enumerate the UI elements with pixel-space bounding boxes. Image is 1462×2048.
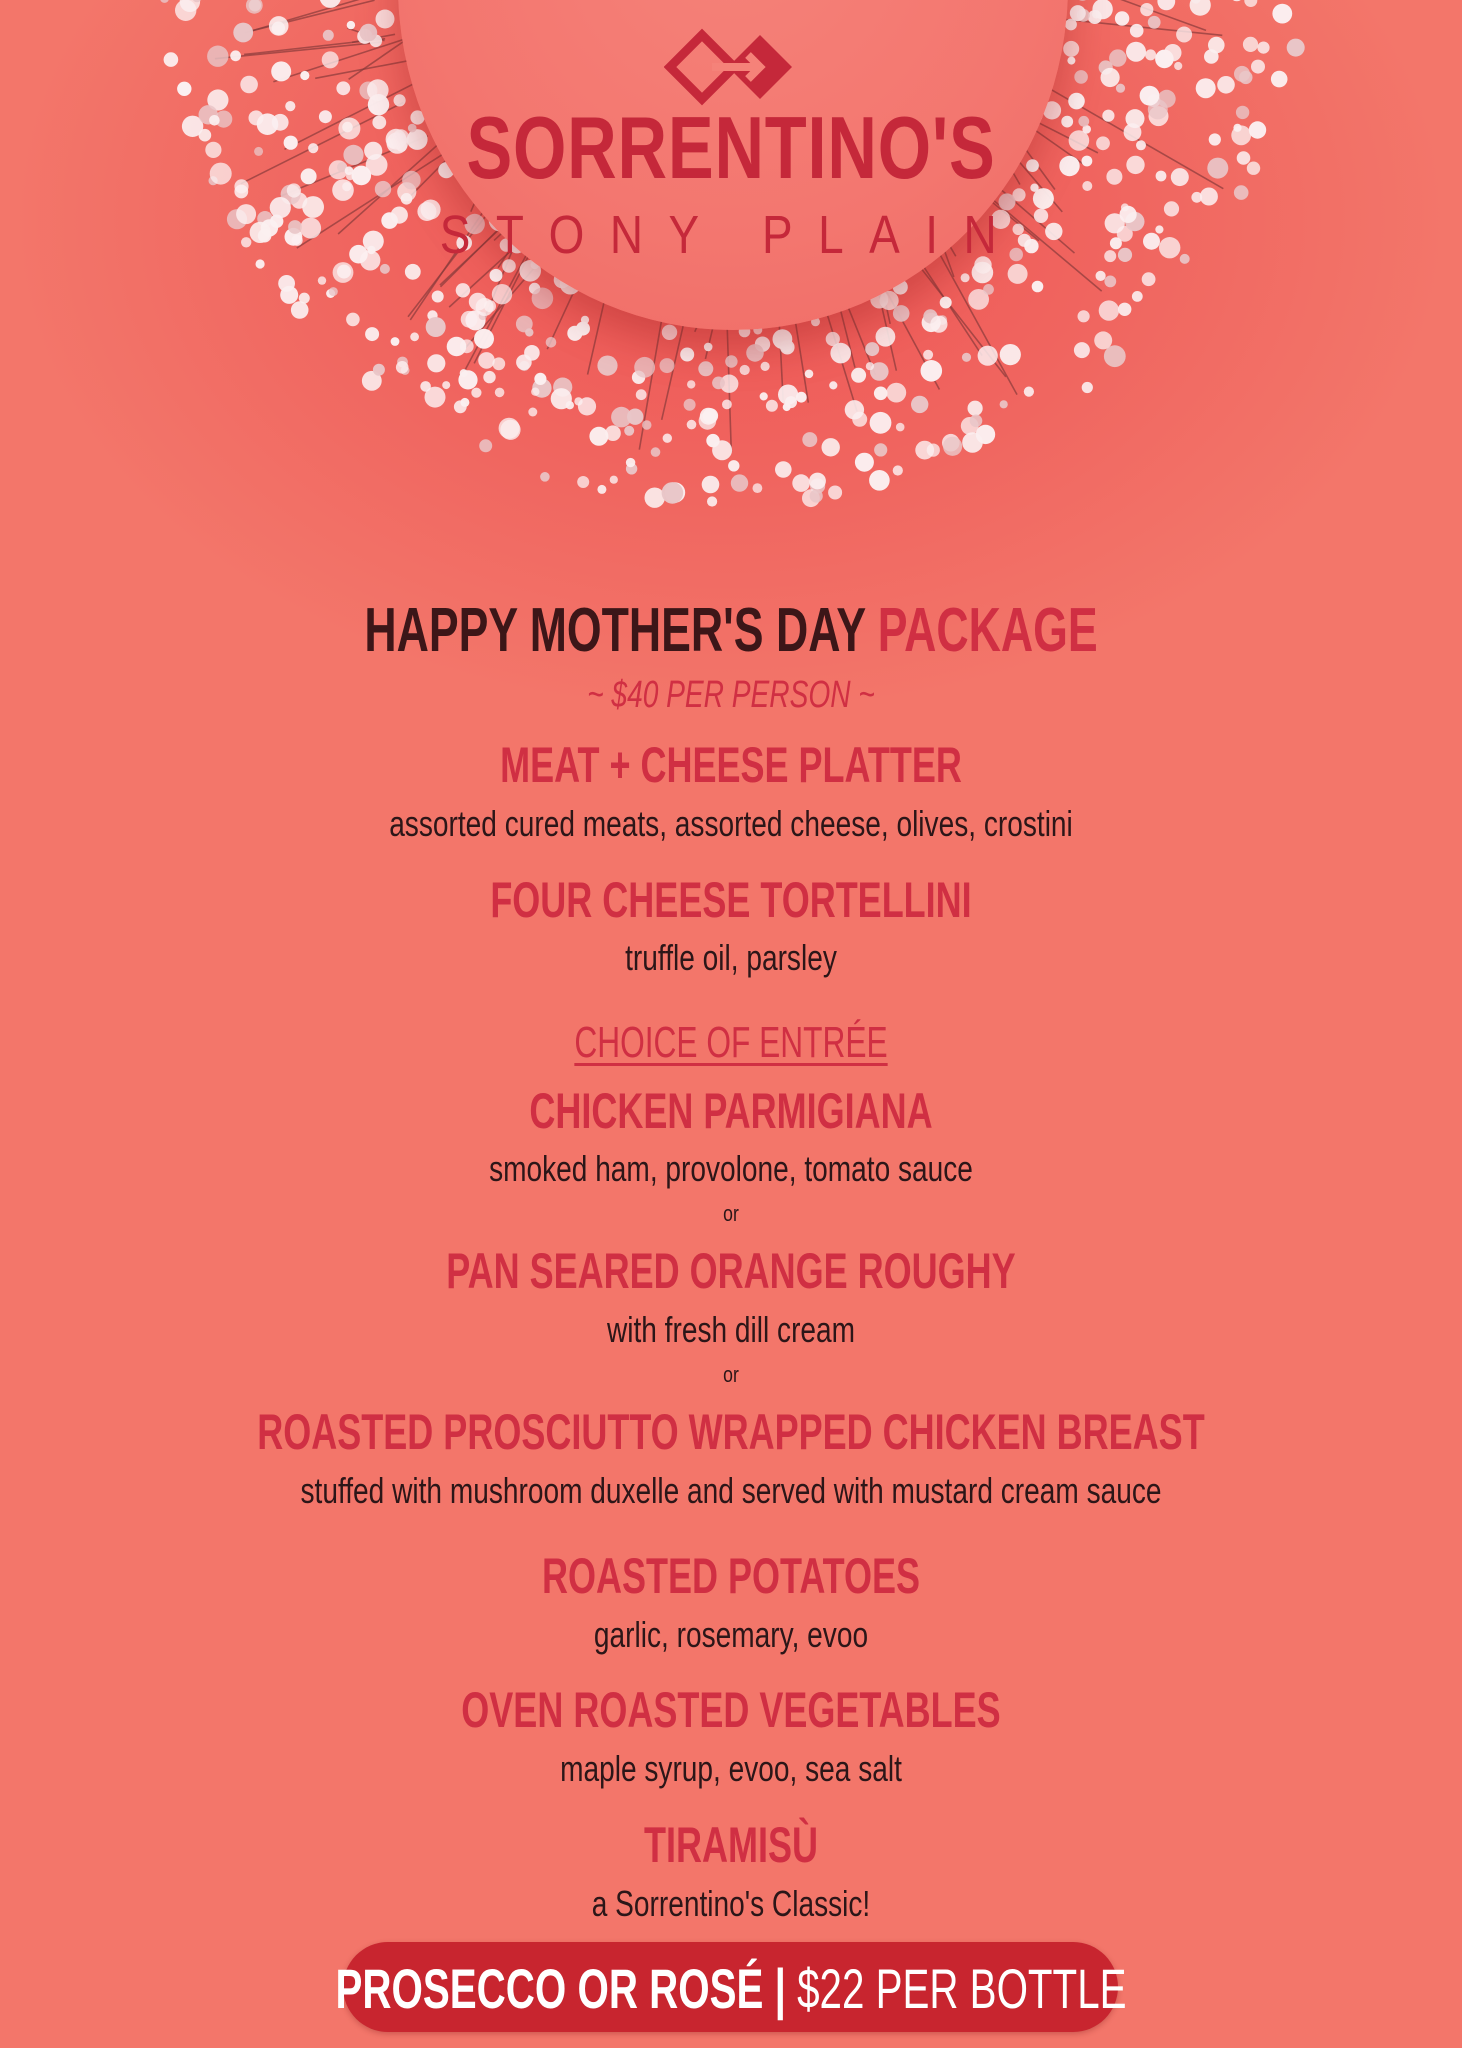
entree-heading: CHOICE OF ENTRÉE <box>574 1018 888 1067</box>
potatoes-desc: garlic, rosemary, evoo <box>593 1614 869 1655</box>
potatoes-title: ROASTED POTATOES <box>541 1548 921 1604</box>
chicken-parm-title: CHICKEN PARMIGIANA <box>529 1083 933 1139</box>
brand-name: SORRENTINO'S <box>466 98 996 197</box>
vegetables-desc: maple syrup, evoo, sea salt <box>560 1748 902 1789</box>
tortellini-desc: truffle oil, parsley <box>625 937 837 978</box>
prosecco-rose-text <box>205 1957 1258 2021</box>
headline-part1: HAPPY MOTHER'S DAY <box>364 596 866 665</box>
roughy-title: PAN SEARED ORANGE ROUGHY <box>446 1243 1016 1299</box>
headline-part2: PACKAGE <box>877 596 1098 665</box>
meat-cheese-desc: assorted cured meats, assorted cheese, olives, crostini <box>389 803 1073 844</box>
tortellini-title: FOUR CHEESE TORTELLINI <box>490 872 972 928</box>
or-separator: or <box>723 1362 739 1387</box>
brand-location: STONY PLAIN <box>439 205 1023 265</box>
tiramisu-desc: a Sorrentino's Classic! <box>591 1883 871 1924</box>
diamond-arrow-logo-icon <box>664 28 798 106</box>
chicken-parm-desc: smoked ham, provolone, tomato sauce <box>489 1148 973 1189</box>
or-separator: or <box>723 1201 739 1226</box>
cta-price-text: $22 PER BOTTLE <box>797 1957 1127 2020</box>
roughy-desc: with fresh dill cream <box>606 1309 856 1350</box>
price-per-person: ~ $40 PER PERSON ~ <box>587 674 875 716</box>
vegetables-title: OVEN ROASTED VEGETABLES <box>461 1682 1001 1738</box>
prosciutto-desc: stuffed with mushroom duxelle and served with mustard cream sauce <box>300 1470 1162 1511</box>
cta-bold-text: PROSECCO OR ROSÉ | <box>335 1957 786 2020</box>
tiramisu-title: TIRAMISÙ <box>644 1817 818 1873</box>
prosciutto-title: ROASTED PROSCIUTTO WRAPPED CHICKEN BREAST <box>257 1404 1205 1460</box>
meat-cheese-title: MEAT + CHEESE PLATTER <box>500 737 962 793</box>
package-headline <box>205 596 1258 666</box>
